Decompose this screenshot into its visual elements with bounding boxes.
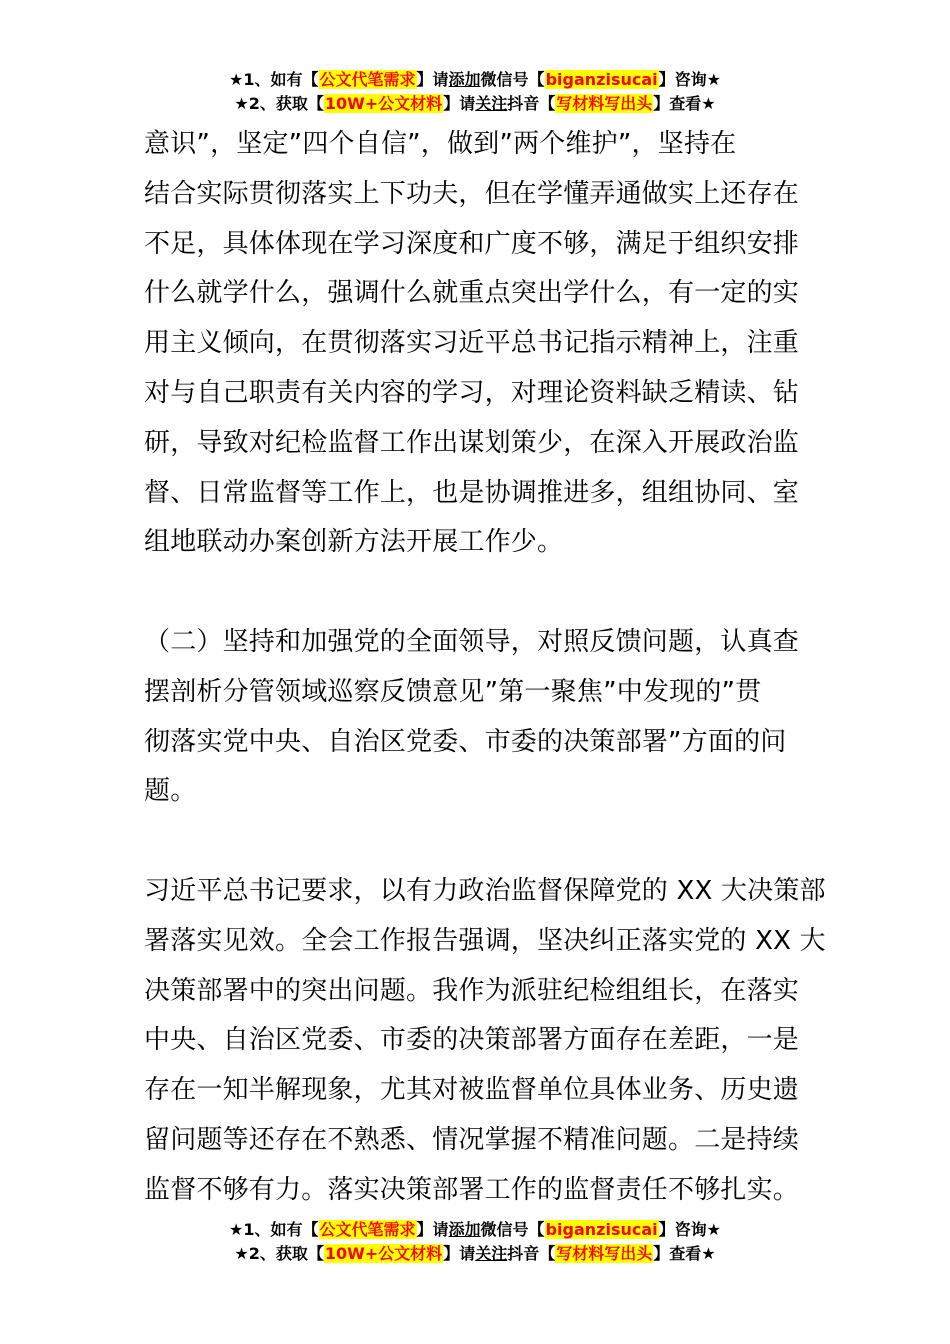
text-line: 署落实见效。全会工作报告强调，坚决纠正落实党的 XX 大 (144, 925, 826, 956)
text-line: 什么就学什么，强调什么就重点突出学什么，有一定的实 (144, 278, 800, 309)
text-line: 留问题等还存在不熟悉、情况掌握不精准问题。二是持续 (144, 1124, 800, 1155)
banner-line-2: ★2、获取【10W+公文材料】请关注抖音【写材料写出头】查看★ (234, 1244, 716, 1263)
text-line: 监督不够有力。落实决策部署工作的监督责任不够扎实。 (144, 1174, 800, 1205)
text-line: 彻落实党中央、自治区党委、市委的决策部署”方面的问 (144, 726, 787, 757)
paragraph-3 (144, 867, 826, 1216)
highlight-service: 公文代笔需求 (319, 1220, 416, 1239)
text-line: 摆剖析分管领域巡察反馈意见”第一聚焦”中发现的”贯 (144, 676, 762, 707)
text-line: 意识”，坚定”四个自信”，做到”两个维护”，坚持在 (144, 129, 737, 159)
text-line: （二）坚持和加强党的全面领导，对照反馈问题，认真查 (144, 626, 800, 657)
text-line: 不足，具体体现在学习深度和广度不够，满足于组织安排 (144, 228, 800, 259)
highlight-materials: 10W+公文材料 (324, 1244, 443, 1263)
text-line: 督、日常监督等工作上，也是协调推进多，组组协同、室 (144, 477, 800, 508)
text-line: 习近平总书记要求，以有力政治监督保障党的 XX 大决策部 (144, 875, 826, 906)
text-line: 用主义倾向，在贯彻落实习近平总书记指示精神上，注重 (144, 328, 800, 359)
highlight-douyin-account: 写材料写出头 (556, 1244, 653, 1263)
text-line: 存在一知半解现象，尤其对被监督单位具体业务、历史遗 (144, 1075, 800, 1106)
banner-line-1: ★1、如有【公文代笔需求】请添加微信号【biganzisucai】咨询★ (229, 1220, 721, 1239)
text-line: 研，导致对纪检监督工作出谋划策少，在深入开展政治监 (144, 427, 800, 458)
highlight-service: 公文代笔需求 (319, 70, 416, 89)
highlight-wechat-id: biganzisucai (545, 1220, 658, 1239)
text-line: 结合实际贯彻落实上下功夫，但在学懂弄通做实上还存在 (144, 178, 800, 209)
document-body (144, 120, 826, 1216)
highlight-wechat-id: biganzisucai (545, 70, 658, 89)
highlight-douyin-account: 写材料写出头 (556, 94, 653, 113)
highlight-materials: 10W+公文材料 (324, 94, 443, 113)
paragraph-1 (144, 120, 808, 568)
text-line: 中央、自治区党委、市委的决策部署方面存在差距，一是 (144, 1025, 800, 1056)
text-line: 题。 (144, 776, 197, 807)
text-line: 决策部署中的突出问题。我作为派驻纪检组组长，在落实 (144, 975, 800, 1006)
text-line: 对与自己职责有关内容的学习，对理论资料缺乏精读、钻 (144, 377, 800, 408)
banner-line-1: ★1、如有【公文代笔需求】请添加微信号【biganzisucai】咨询★ (229, 70, 721, 89)
footer-banner (0, 1218, 950, 1266)
header-banner (0, 68, 950, 116)
banner-line-2: ★2、获取【10W+公文材料】请关注抖音【写材料写出头】查看★ (234, 94, 716, 113)
text-line: 组地联动办案创新方法开展工作少。 (144, 527, 564, 558)
paragraph-2 (144, 618, 808, 817)
